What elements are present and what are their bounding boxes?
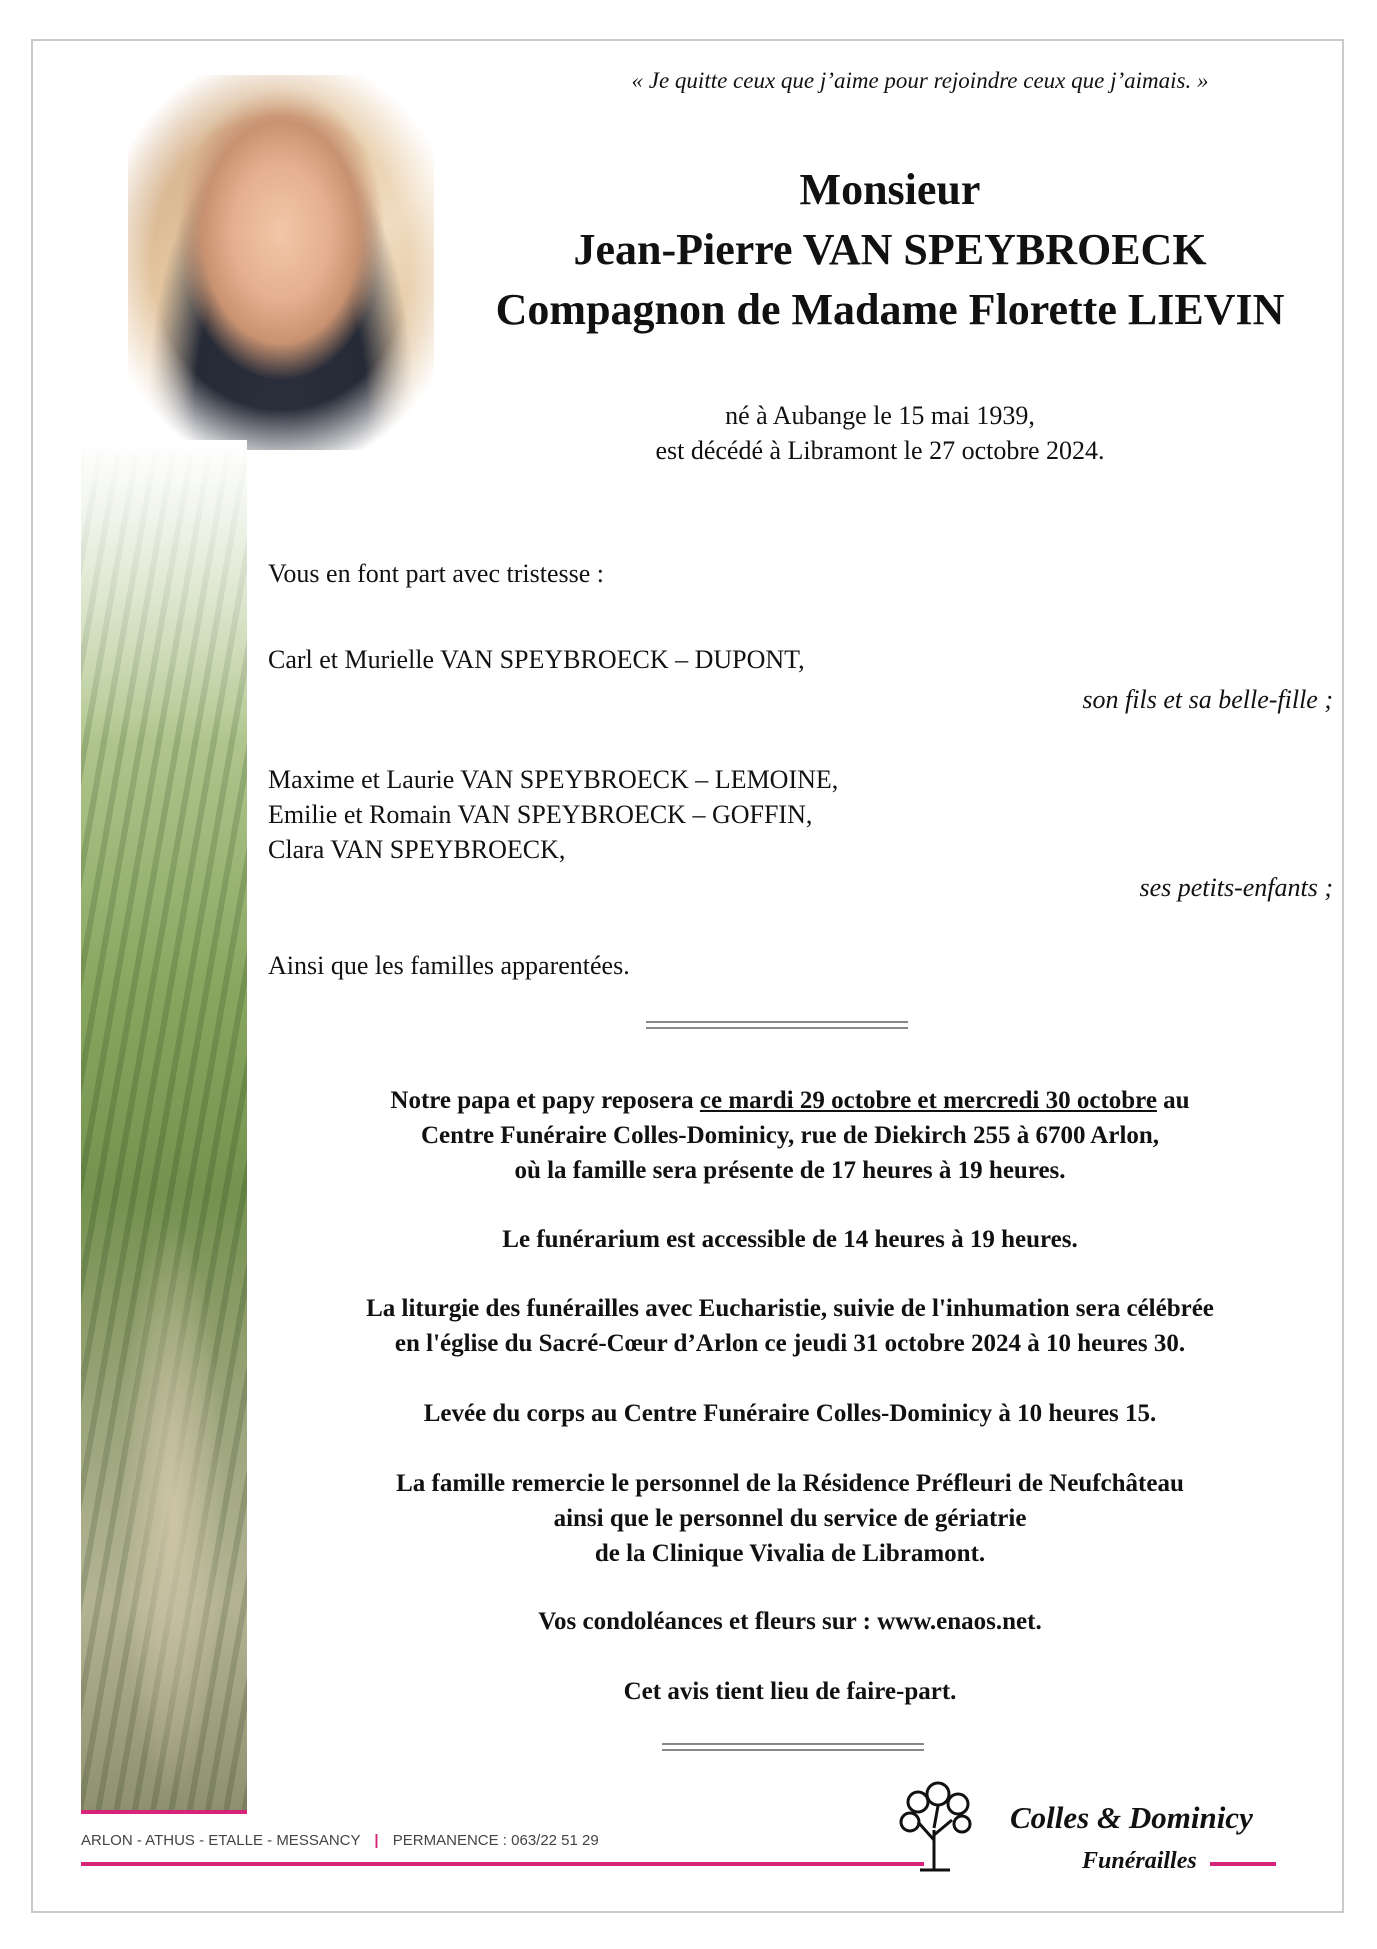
liturgy-info	[260, 1291, 1320, 1361]
title-honorific: Monsieur	[799, 165, 981, 214]
forest-accent-bar	[81, 1810, 247, 1814]
thanks-line: La famille remercie le personnel de la Résidence Préfleuri de Neufchâteau	[396, 1470, 1184, 1497]
logo-subtitle: Funérailles	[1082, 1848, 1197, 1874]
son-names: Carl et Murielle VAN SPEYBROECK – DUPONT,	[268, 645, 805, 674]
footer-locations: ARLON - ATHUS - ETALLE - MESSANCY	[81, 1832, 361, 1849]
visitation-dates: ce mardi 29 octobre et mercredi 30 octobre	[699, 1087, 1157, 1114]
visitation-text: Notre papa et papy reposera	[390, 1087, 700, 1114]
footer-accent-line	[81, 1862, 924, 1866]
birth-line: né à Aubange le 15 mai 1939,	[725, 401, 1035, 430]
family-intro: Vous en font part avec tristesse :	[268, 559, 604, 588]
grandchildren-relation: ses petits-enfants ;	[1139, 873, 1333, 902]
thanks-line: ainsi que le personnel du service de gériatrie	[553, 1505, 1027, 1532]
section-divider	[662, 1743, 924, 1751]
grandchild-line: Emilie et Romain VAN SPEYBROECK – GOFFIN,	[268, 800, 813, 829]
condolences-link: Vos condoléances et fleurs sur : www.enaos.net.	[538, 1608, 1042, 1635]
visitation-location: Centre Funéraire Colles-Dominicy, rue de Diekirch 255 à 6700 Arlon,	[420, 1122, 1160, 1149]
grandchild-line: Maxime et Laurie VAN SPEYBROECK – LEMOINE,	[268, 765, 839, 794]
thanks-info	[260, 1466, 1320, 1571]
birth-death-info	[560, 398, 1200, 468]
funerarium-hours: Le funérarium est accessible de 14 heures à 19 heures.	[502, 1226, 1078, 1253]
footer-accent-line-right	[1210, 1862, 1276, 1866]
visitation-info	[260, 1083, 1320, 1188]
footer-contact	[81, 1832, 599, 1849]
death-line: est décédé à Libramont le 27 octobre 2024.	[655, 436, 1105, 465]
son-relation: son fils et sa belle-fille ;	[1082, 685, 1333, 714]
footer-permanence: PERMANENCE : 063/22 51 29	[392, 1832, 599, 1849]
notice-statement: Cet avis tient lieu de faire-part.	[623, 1678, 957, 1705]
partner-line: Compagnon de Madame Florette LIEVIN	[495, 285, 1285, 334]
body-removal-info: Levée du corps au Centre Funéraire Colles-Dominicy à 10 heures 15.	[423, 1400, 1157, 1427]
grandchildren-list	[268, 762, 1332, 867]
visitation-hours: où la famille sera présente de 17 heures à 19 heures.	[514, 1157, 1066, 1184]
tree-logo-icon	[890, 1780, 980, 1875]
logo-name: Colles & Dominicy	[1010, 1800, 1253, 1835]
deceased-name: Jean-Pierre VAN SPEYBROECK	[573, 225, 1207, 274]
liturgy-line: en l'église du Sacré-Cœur d’Arlon ce jeudi 31 octobre 2024 à 10 heures 30.	[394, 1330, 1186, 1357]
forest-path-image	[81, 440, 247, 1810]
grandchild-line: Clara VAN SPEYBROECK,	[268, 835, 566, 864]
deceased-title	[460, 160, 1320, 340]
liturgy-line: La liturgie des funérailles avec Eucharistie, suivie de l'inhumation sera célébrée	[366, 1295, 1214, 1322]
portrait-photo	[128, 75, 434, 450]
footer-separator: |	[374, 1832, 379, 1849]
thanks-line: de la Clinique Vivalia de Libramont.	[594, 1540, 986, 1567]
epitaph-quote: « Je quitte ceux que j’aime pour rejoindre ceux que j’aimais. »	[631, 68, 1209, 93]
visitation-text-end: au	[1156, 1087, 1190, 1114]
section-divider	[646, 1021, 908, 1029]
family-closing: Ainsi que les familles apparentées.	[268, 951, 630, 980]
